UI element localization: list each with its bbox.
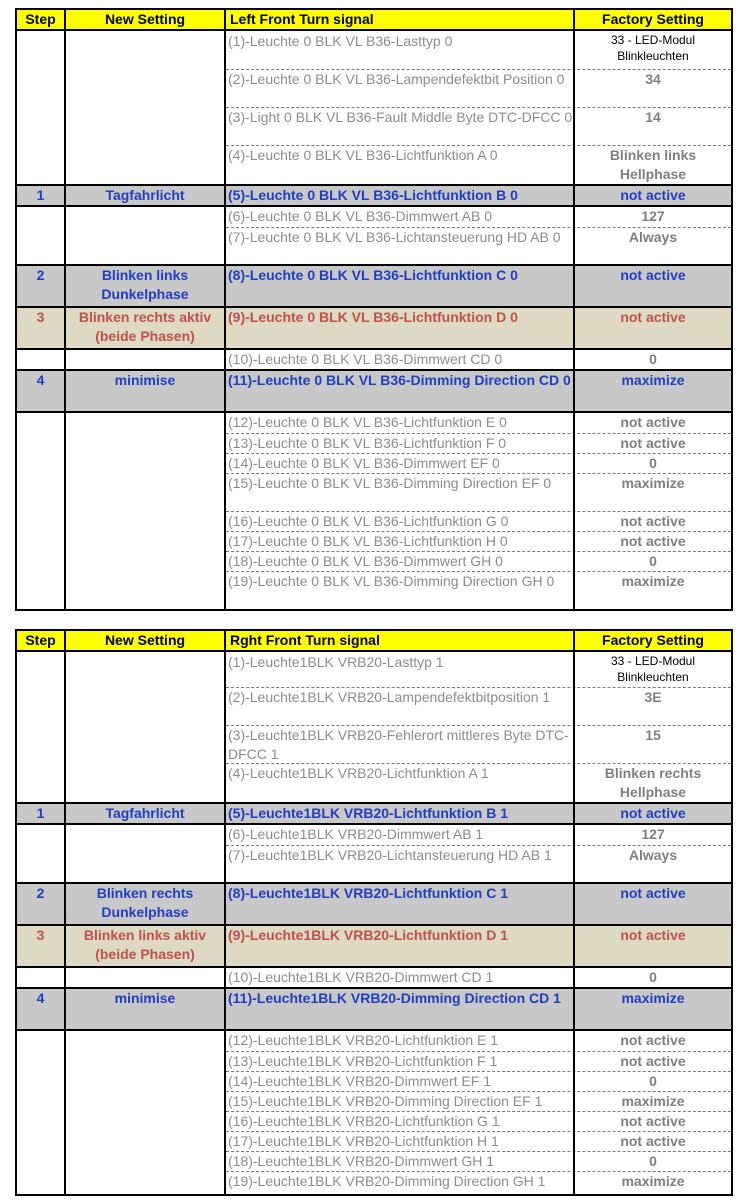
cell-factory-value: maximize [621, 475, 685, 491]
cell-description: (19)-Leuchte1BLK VRB20-Dimming Direction GH 1 [228, 1173, 546, 1189]
table-row [17, 551, 731, 571]
cell-description: (15)-Leuchte 0 BLK VL B36-Dimming Direction EF 0 [228, 475, 552, 491]
table-row [17, 307, 731, 349]
table-row [17, 1111, 731, 1131]
cell-description: (17)-Leuchte 0 BLK VL B36-Lichtfunktion H 0 [228, 533, 508, 549]
table-row [17, 433, 731, 453]
cell-new-setting: Blinken rechts Dunkelphase [96, 885, 194, 920]
cell-description: (3)-Light 0 BLK VL B36-Fault Middle Byte DTC-DFCC 0 [228, 109, 573, 125]
header-step: Step [25, 632, 56, 648]
table-row [17, 1071, 731, 1091]
cell-description: (6)-Leuchte 0 BLK VL B36-Dimmwert AB 0 [228, 208, 493, 224]
cell-factory-value: not active [620, 1032, 686, 1048]
row-divider-dashed [226, 1071, 731, 1072]
right-front-turn-signal-table [15, 629, 733, 1196]
table-row [17, 883, 731, 925]
table-row [17, 453, 731, 473]
cell-new-setting: Blinken rechts aktiv (beide Phasen) [78, 309, 212, 344]
row-divider [17, 823, 731, 825]
table-row [17, 31, 731, 69]
cell-factory-value: 33 - LED-Modul Blinkleuchten [610, 654, 696, 684]
row-divider-dashed [226, 107, 731, 108]
cell-factory-value: 0 [649, 553, 657, 569]
row-divider-dashed [226, 571, 731, 572]
cell-factory-value: not active [620, 1133, 686, 1149]
cell-factory-value: 33 - LED-Modul Blinkleuchten [610, 33, 696, 63]
table-row [17, 988, 731, 1030]
row-divider-dashed [226, 227, 731, 228]
row-divider-dashed [226, 725, 731, 726]
table-row [17, 69, 731, 107]
table-row [17, 370, 731, 412]
cell-description: (11)-Leuchte 0 BLK VL B36-Dimming Direction CD 0 [228, 372, 571, 388]
cell-factory-value: not active [620, 309, 686, 325]
row-divider [17, 882, 731, 884]
cell-description: (1)-Leuchte 0 BLK VL B36-Lasttyp 0 [228, 33, 453, 49]
table-row [17, 1051, 731, 1071]
cell-factory-value: maximize [621, 990, 685, 1006]
cell-description: (16)-Leuchte 0 BLK VL B36-Lichtfunktion G 0 [228, 513, 509, 529]
row-divider-dashed [226, 1111, 731, 1112]
cell-description: (18)-Leuchte1BLK VRB20-Dimmwert GH 1 [228, 1153, 495, 1169]
cell-factory-value: maximize [621, 372, 685, 388]
column-divider [64, 10, 66, 609]
cell-factory-value: Always [628, 847, 678, 863]
row-divider [17, 205, 731, 207]
cell-factory-value: not active [620, 927, 686, 943]
cell-factory-value: 0 [649, 1073, 657, 1089]
cell-step: 3 [36, 309, 45, 325]
cell-description: (2)-Leuchte 0 BLK VL B36-Lampendefektbit Position 0 [228, 71, 565, 87]
cell-factory-value: 15 [645, 727, 661, 743]
cell-description: (4)-Leuchte 0 BLK VL B36-Lichtfunktion A 0 [228, 147, 498, 163]
cell-factory-value: 127 [641, 208, 665, 224]
cell-factory-value: not active [620, 1113, 686, 1129]
cell-factory-value: 127 [641, 826, 665, 842]
cell-description: (7)-Leuchte 0 BLK VL B36-Lichtansteuerung HD AB 0 [228, 229, 561, 245]
cell-factory-value: not active [620, 187, 686, 203]
table-row [17, 107, 731, 145]
cell-step: 2 [36, 267, 45, 283]
cell-step: 4 [36, 372, 45, 388]
cell-factory-value: not active [620, 885, 686, 901]
cell-factory-value: 14 [645, 109, 661, 125]
cell-description: (4)-Leuchte1BLK VRB20-Lichtfunktion A 1 [228, 765, 489, 781]
table-row [17, 227, 731, 265]
table-row [17, 1030, 731, 1051]
table-row [17, 1171, 731, 1192]
cell-description: (10)-Leuchte 0 BLK VL B36-Dimmwert CD 0 [228, 351, 503, 367]
row-divider-dashed [226, 145, 731, 146]
row-divider-dashed [226, 511, 731, 512]
cell-description: (9)-Leuchte1BLK VRB20-Lichtfunktion D 1 [228, 927, 509, 943]
row-divider-dashed [226, 1091, 731, 1092]
cell-factory-value: 0 [649, 351, 657, 367]
cell-description: (9)-Leuchte 0 BLK VL B36-Lichtfunktion D 0 [228, 309, 518, 325]
row-divider-dashed [226, 433, 731, 434]
cell-description: (1)-Leuchte1BLK VRB20-Lasttyp 1 [228, 654, 444, 670]
table-row [17, 145, 731, 185]
cell-factory-value: 3E [644, 689, 662, 705]
cell-factory-value: not active [620, 805, 686, 821]
cell-new-setting: Tagfahrlicht [105, 805, 185, 821]
cell-new-setting: minimise [114, 372, 176, 388]
column-divider [573, 10, 575, 609]
cell-step: 1 [36, 187, 45, 203]
cell-description: (8)-Leuchte1BLK VRB20-Lichtfunktion C 1 [228, 885, 509, 901]
table-row [17, 687, 731, 725]
header-title: Left Front Turn signal [230, 11, 374, 27]
table-row [17, 412, 731, 433]
cell-description: (5)-Leuchte 0 BLK VL B36-Lichtfunktion B 0 [228, 187, 518, 203]
cell-description: (8)-Leuchte 0 BLK VL B36-Lichtfunktion C 0 [228, 267, 518, 283]
cell-description: (5)-Leuchte1BLK VRB20-Lichtfunktion B 1 [228, 805, 509, 821]
table-row [17, 652, 731, 687]
cell-description: (14)-Leuchte1BLK VRB20-Dimmwert EF 1 [228, 1073, 491, 1089]
table-row [17, 265, 731, 307]
cell-description: (16)-Leuchte1BLK VRB20-Lichtfunktion G 1 [228, 1113, 500, 1129]
cell-factory-value: not active [620, 1053, 686, 1069]
cell-description: (13)-Leuchte 0 BLK VL B36-Lichtfunktion F 0 [228, 435, 507, 451]
row-divider-dashed [226, 687, 731, 688]
table-row [17, 763, 731, 803]
row-divider-dashed [226, 551, 731, 552]
table-row [17, 1091, 731, 1111]
cell-factory-value: 34 [645, 71, 661, 87]
cell-description: (17)-Leuchte1BLK VRB20-Lichtfunktion H 1 [228, 1133, 499, 1149]
table-row [17, 571, 731, 599]
table-row [17, 967, 731, 988]
cell-description: (15)-Leuchte1BLK VRB20-Dimming Direction EF 1 [228, 1093, 543, 1109]
column-divider [224, 631, 226, 1194]
cell-factory-value: 0 [649, 455, 657, 471]
table-header [17, 10, 731, 31]
cell-factory-value: not active [620, 513, 686, 529]
row-divider [17, 264, 731, 266]
row-divider [17, 411, 731, 413]
row-divider [17, 348, 731, 350]
row-divider-dashed [226, 845, 731, 846]
row-divider [17, 369, 731, 371]
cell-step: 2 [36, 885, 45, 901]
header-new-setting: New Setting [104, 632, 186, 648]
header-title: Rght Front Turn signal [230, 632, 380, 648]
header-new-setting: New Setting [104, 11, 186, 27]
cell-factory-value: Blinken links Hellphase [609, 147, 697, 182]
cell-step: 4 [36, 990, 45, 1006]
table-row [17, 349, 731, 370]
cell-description: (14)-Leuchte 0 BLK VL B36-Dimmwert EF 0 [228, 455, 500, 471]
table-row [17, 1151, 731, 1171]
column-divider [573, 631, 575, 1194]
cell-description: (13)-Leuchte1BLK VRB20-Lichtfunktion F 1 [228, 1053, 498, 1069]
table-row [17, 824, 731, 845]
cell-factory-value: Always [628, 229, 678, 245]
header-step: Step [25, 11, 56, 27]
cell-description: (18)-Leuchte 0 BLK VL B36-Dimmwert GH 0 [228, 553, 503, 569]
cell-new-setting: Blinken links aktiv (beide Phasen) [83, 927, 207, 962]
table-row [17, 845, 731, 883]
cell-factory-value: maximize [621, 1173, 685, 1189]
row-divider-dashed [226, 1151, 731, 1152]
table-row [17, 531, 731, 551]
row-divider [17, 966, 731, 968]
row-divider-dashed [226, 453, 731, 454]
cell-step: 1 [36, 805, 45, 821]
cell-factory-value: 0 [649, 969, 657, 985]
cell-factory-value: Blinken rechts Hellphase [604, 765, 702, 800]
row-divider-dashed [226, 763, 731, 764]
cell-step: 3 [36, 927, 45, 943]
row-divider [17, 1029, 731, 1031]
column-divider [224, 10, 226, 609]
row-divider-dashed [226, 69, 731, 70]
cell-factory-value: not active [620, 414, 686, 430]
cell-description: (2)-Leuchte1BLK VRB20-Lampendefektbitposition 1 [228, 689, 551, 705]
table-row [17, 185, 731, 206]
row-divider [17, 987, 731, 989]
cell-factory-value: not active [620, 435, 686, 451]
table-row [17, 803, 731, 824]
cell-factory-value: maximize [621, 1093, 685, 1109]
cell-factory-value: not active [620, 267, 686, 283]
row-divider [17, 802, 731, 804]
cell-description: (10)-Leuchte1BLK VRB20-Dimmwert CD 1 [228, 969, 494, 985]
row-divider [17, 924, 731, 926]
table-row [17, 473, 731, 511]
cell-new-setting: Blinken links Dunkelphase [101, 267, 189, 302]
row-divider-dashed [226, 1051, 731, 1052]
row-divider [17, 184, 731, 186]
header-factory-setting: Factory Setting [602, 632, 704, 648]
column-divider [64, 631, 66, 1194]
cell-description: (12)-Leuchte 0 BLK VL B36-Lichtfunktion E 0 [228, 414, 507, 430]
table-row [17, 206, 731, 227]
left-front-turn-signal-table [15, 8, 733, 611]
table-header [17, 631, 731, 652]
row-divider-dashed [226, 1131, 731, 1132]
table-row [17, 1131, 731, 1151]
table-row [17, 511, 731, 531]
row-divider-dashed [226, 473, 731, 474]
header-factory-setting: Factory Setting [602, 11, 704, 27]
cell-new-setting: Tagfahrlicht [105, 187, 185, 203]
cell-factory-value: maximize [621, 573, 685, 589]
cell-description: (19)-Leuchte 0 BLK VL B36-Dimming Direction GH 0 [228, 573, 555, 589]
cell-description: (3)-Leuchte1BLK VRB20-Fehlerort mittleres Byte DTC-DFCC 1 [228, 727, 569, 762]
cell-factory-value: not active [620, 533, 686, 549]
row-divider [17, 306, 731, 308]
row-divider-dashed [226, 531, 731, 532]
cell-description: (7)-Leuchte1BLK VRB20-Lichtansteuerung HD AB 1 [228, 847, 552, 863]
cell-factory-value: 0 [649, 1153, 657, 1169]
cell-description: (11)-Leuchte1BLK VRB20-Dimming Direction CD 1 [228, 990, 561, 1006]
cell-description: (6)-Leuchte1BLK VRB20-Dimmwert AB 1 [228, 826, 484, 842]
cell-new-setting: minimise [114, 990, 176, 1006]
cell-description: (12)-Leuchte1BLK VRB20-Lichtfunktion E 1 [228, 1032, 499, 1048]
row-divider-dashed [226, 1171, 731, 1172]
table-row [17, 725, 731, 763]
table-row [17, 925, 731, 967]
